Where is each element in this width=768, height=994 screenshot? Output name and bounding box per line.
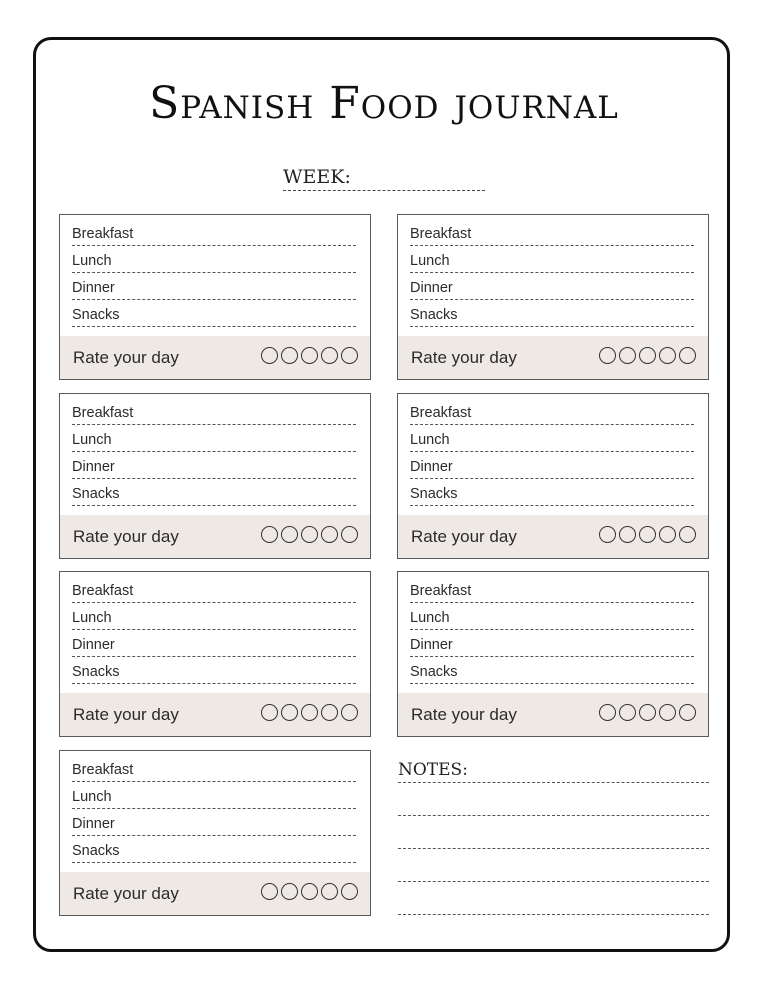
- meal-label: Dinner: [72, 816, 115, 832]
- rating-circle[interactable]: [261, 704, 278, 721]
- meal-line-dinner[interactable]: [72, 280, 356, 300]
- rating-circles: [599, 704, 696, 721]
- rating-circle[interactable]: [261, 883, 278, 900]
- rating-circle[interactable]: [341, 883, 358, 900]
- day-card: [397, 393, 709, 559]
- rating-circle[interactable]: [599, 526, 616, 543]
- rating-circle[interactable]: [659, 704, 676, 721]
- page-title: Spanish Food journal: [149, 78, 619, 129]
- rating-circle[interactable]: [281, 704, 298, 721]
- meal-label: Snacks: [72, 486, 120, 502]
- meal-line-lunch[interactable]: [410, 610, 694, 630]
- meal-line-lunch[interactable]: [410, 253, 694, 273]
- meal-label: Dinner: [72, 280, 115, 296]
- notes-line[interactable]: [398, 914, 709, 915]
- rating-circle[interactable]: [679, 526, 696, 543]
- rating-circle[interactable]: [679, 347, 696, 364]
- meal-label: Breakfast: [72, 762, 134, 778]
- rating-circle[interactable]: [341, 347, 358, 364]
- meal-label: Breakfast: [72, 226, 134, 242]
- day-card: [59, 750, 371, 916]
- meal-label: Lunch: [72, 253, 112, 269]
- meal-line-lunch[interactable]: [72, 253, 356, 273]
- day-card: [59, 571, 371, 737]
- meal-label: Snacks: [410, 307, 458, 323]
- meal-label: Dinner: [72, 459, 115, 475]
- rate-label: Rate your day: [73, 705, 179, 724]
- rating-circle[interactable]: [321, 526, 338, 543]
- rating-circle[interactable]: [321, 883, 338, 900]
- rating-circle[interactable]: [261, 347, 278, 364]
- meal-line-lunch[interactable]: [72, 610, 356, 630]
- rating-circles: [261, 347, 358, 364]
- rate-bar: [398, 515, 708, 558]
- day-card: [397, 571, 709, 737]
- meal-label: Snacks: [410, 486, 458, 502]
- rating-circle[interactable]: [301, 347, 318, 364]
- rating-circle[interactable]: [619, 526, 636, 543]
- rating-circles: [599, 526, 696, 543]
- day-card: [397, 214, 709, 380]
- meal-label: Snacks: [410, 664, 458, 680]
- rating-circle[interactable]: [321, 704, 338, 721]
- rating-circle[interactable]: [321, 347, 338, 364]
- rating-circle[interactable]: [639, 526, 656, 543]
- meal-label: Dinner: [410, 637, 453, 653]
- rate-bar: [398, 693, 708, 736]
- meal-label: Breakfast: [410, 226, 472, 242]
- rating-circle[interactable]: [619, 347, 636, 364]
- rating-circle[interactable]: [301, 526, 318, 543]
- rating-circle[interactable]: [659, 526, 676, 543]
- meal-line-snacks[interactable]: [72, 307, 356, 327]
- notes-label: NOTES:: [398, 760, 468, 780]
- meal-line-snacks[interactable]: [72, 843, 356, 863]
- meal-line-breakfast[interactable]: [72, 762, 356, 782]
- meal-label: Breakfast: [410, 405, 472, 421]
- meal-line-snacks[interactable]: [410, 664, 694, 684]
- rate-bar: [60, 693, 370, 736]
- rate-label: Rate your day: [73, 884, 179, 903]
- rating-circle[interactable]: [639, 347, 656, 364]
- meal-label: Lunch: [410, 610, 450, 626]
- meal-line-dinner[interactable]: [72, 459, 356, 479]
- rate-bar: [398, 336, 708, 379]
- rate-label: Rate your day: [73, 527, 179, 546]
- rating-circle[interactable]: [281, 526, 298, 543]
- notes-line[interactable]: [398, 815, 709, 816]
- meal-line-breakfast[interactable]: [410, 583, 694, 603]
- meal-line-breakfast[interactable]: [410, 405, 694, 425]
- rating-circle[interactable]: [619, 704, 636, 721]
- meal-line-lunch[interactable]: [72, 432, 356, 452]
- rate-label: Rate your day: [411, 527, 517, 546]
- meal-line-breakfast[interactable]: [72, 226, 356, 246]
- meal-line-snacks[interactable]: [72, 664, 356, 684]
- day-card: [59, 214, 371, 380]
- rating-circle[interactable]: [261, 526, 278, 543]
- meal-label: Dinner: [410, 280, 453, 296]
- meal-label: Breakfast: [72, 583, 134, 599]
- rate-bar: [60, 336, 370, 379]
- rating-circles: [599, 347, 696, 364]
- rating-circle[interactable]: [679, 704, 696, 721]
- rating-circle[interactable]: [639, 704, 656, 721]
- rating-circle[interactable]: [281, 347, 298, 364]
- meal-label: Lunch: [410, 432, 450, 448]
- rating-circles: [261, 704, 358, 721]
- rating-circle[interactable]: [599, 347, 616, 364]
- rating-circle[interactable]: [341, 526, 358, 543]
- rating-circle[interactable]: [301, 704, 318, 721]
- week-field[interactable]: [283, 166, 485, 191]
- meal-line-dinner[interactable]: [410, 280, 694, 300]
- meal-line-snacks[interactable]: [410, 307, 694, 327]
- meal-label: Lunch: [72, 432, 112, 448]
- notes-line[interactable]: [398, 782, 709, 783]
- meal-label: Lunch: [410, 253, 450, 269]
- meal-label: Snacks: [72, 664, 120, 680]
- meal-label: Dinner: [72, 637, 115, 653]
- meal-label: Snacks: [72, 843, 120, 859]
- rating-circle[interactable]: [659, 347, 676, 364]
- notes-line[interactable]: [398, 881, 709, 882]
- rate-label: Rate your day: [411, 348, 517, 367]
- meal-line-lunch[interactable]: [410, 432, 694, 452]
- meal-line-breakfast[interactable]: [72, 583, 356, 603]
- meal-line-breakfast[interactable]: [72, 405, 356, 425]
- meal-label: Breakfast: [410, 583, 472, 599]
- meal-line-snacks[interactable]: [72, 486, 356, 506]
- rating-circle[interactable]: [341, 704, 358, 721]
- meal-label: Breakfast: [72, 405, 134, 421]
- meal-line-snacks[interactable]: [410, 486, 694, 506]
- rating-circles: [261, 883, 358, 900]
- notes-line[interactable]: [398, 848, 709, 849]
- meal-line-dinner[interactable]: [72, 637, 356, 657]
- rate-label: Rate your day: [411, 705, 517, 724]
- meal-line-dinner[interactable]: [72, 816, 356, 836]
- meal-label: Snacks: [72, 307, 120, 323]
- meal-line-lunch[interactable]: [72, 789, 356, 809]
- meal-line-dinner[interactable]: [410, 459, 694, 479]
- rating-circles: [261, 526, 358, 543]
- rate-label: Rate your day: [73, 348, 179, 367]
- rating-circle[interactable]: [281, 883, 298, 900]
- meal-line-dinner[interactable]: [410, 637, 694, 657]
- meal-line-breakfast[interactable]: [410, 226, 694, 246]
- meal-label: Lunch: [72, 789, 112, 805]
- meal-label: Lunch: [72, 610, 112, 626]
- day-card: [59, 393, 371, 559]
- rating-circle[interactable]: [301, 883, 318, 900]
- week-label: WEEK:: [283, 166, 351, 188]
- rate-bar: [60, 515, 370, 558]
- rating-circle[interactable]: [599, 704, 616, 721]
- meal-label: Dinner: [410, 459, 453, 475]
- rate-bar: [60, 872, 370, 915]
